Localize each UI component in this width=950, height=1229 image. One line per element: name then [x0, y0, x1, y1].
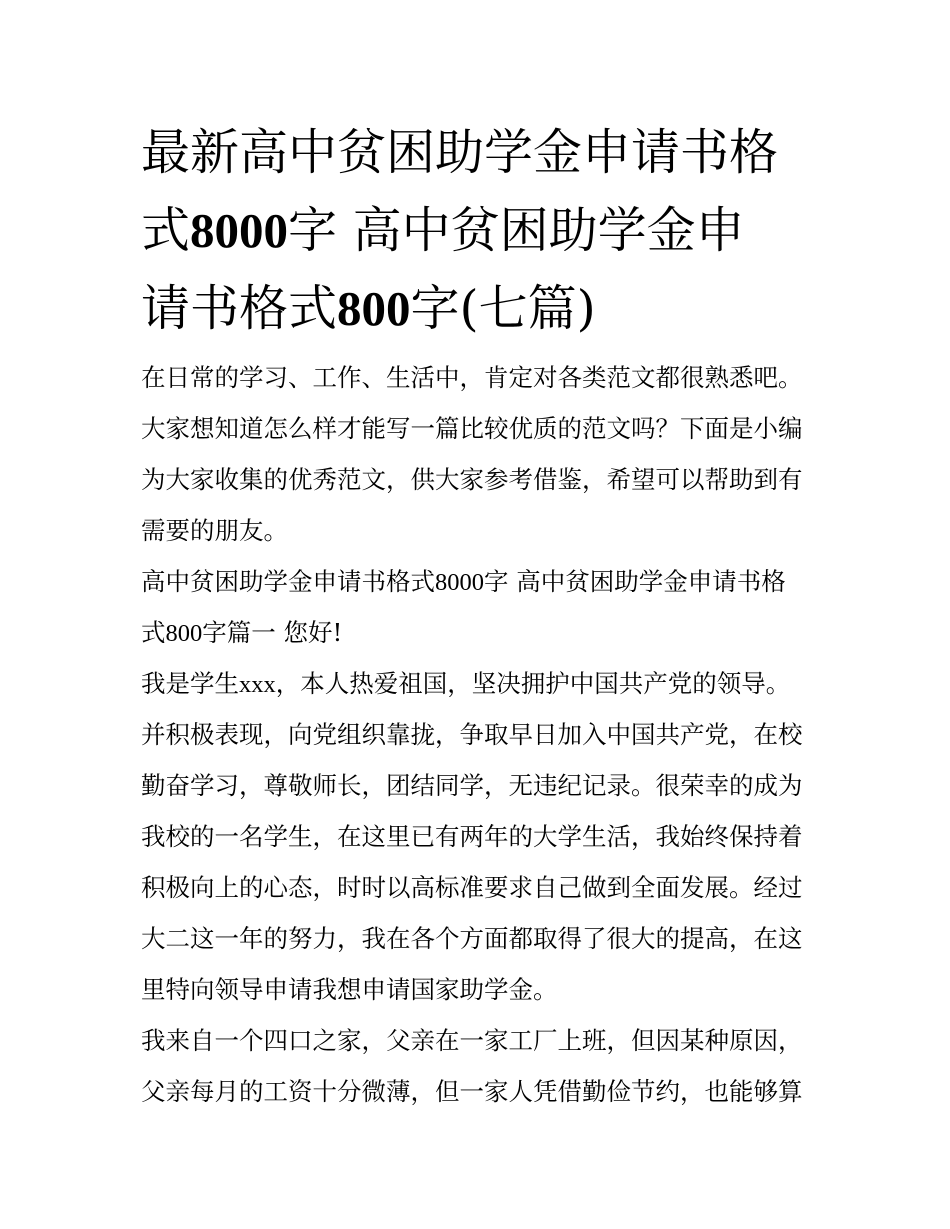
body-line: [141, 658, 821, 709]
title-text: 式: [141, 202, 191, 259]
body-line: [141, 556, 821, 607]
body-text: 高中贫困助学金申请书格式: [141, 567, 435, 596]
body-line: 勤奋学习，尊敬师长，团结同学，无违纪记录。很荣幸的成为: [141, 771, 803, 800]
body-text: 字 高中贫困助学金申请书格: [484, 567, 786, 596]
title-number: 8000: [190, 203, 289, 258]
body-latin: xxx: [239, 671, 276, 698]
body-text: 我是学生: [141, 669, 239, 698]
body-line: [141, 607, 821, 658]
body-text: ，本人热爱祖国，坚决拥护中国共产党的领导。: [275, 669, 791, 698]
document-title: [141, 114, 821, 348]
title-line: [141, 192, 821, 270]
body-number: 8000: [435, 569, 484, 596]
body-line: 为大家收集的优秀范文，供大家参考借鉴，希望可以帮助到有: [141, 465, 803, 494]
body-line: 积极向上的心态，时时以高标准要求自己做到全面发展。经过: [141, 873, 803, 902]
body-text: 字篇一 您好!: [202, 618, 343, 647]
body-line: 我来自一个四口之家，父亲在一家工厂上班，但因某种原因，: [141, 1026, 803, 1055]
title-text: 字(七篇): [410, 280, 596, 337]
body-line: 大家想知道怎么样才能写一篇比较优质的范文吗？下面是小编: [141, 414, 803, 443]
body-number: 800: [165, 620, 203, 647]
title-text: 字 高中贫困助学金申: [288, 202, 745, 259]
body-line: 我校的一名学生，在这里已有两年的大学生活，我始终保持着: [141, 822, 803, 851]
title-line: 最新高中贫困助学金申请书格: [141, 124, 779, 181]
body-line: 大二这一年的努力，我在各个方面都取得了很大的提高，在这: [141, 924, 803, 953]
body-text: 式: [141, 618, 166, 647]
body-line: 并积极表现，向党组织靠拢，争取早日加入中国共产党，在校: [141, 720, 803, 749]
body-line: 需要的朋友。: [141, 516, 288, 545]
body-line: 父亲每月的工资十分微薄，但一家人凭借勤俭节约，也能够算: [141, 1077, 803, 1106]
title-text: 请书格式: [141, 280, 338, 337]
body-line: 在日常的学习、工作、生活中，肯定对各类范文都很熟悉吧。: [141, 363, 803, 392]
title-number: 800: [337, 281, 411, 336]
body-line: 里特向领导申请我想申请国家助学金。: [141, 975, 558, 1004]
document-body: [141, 352, 821, 1117]
title-line: [141, 270, 821, 348]
